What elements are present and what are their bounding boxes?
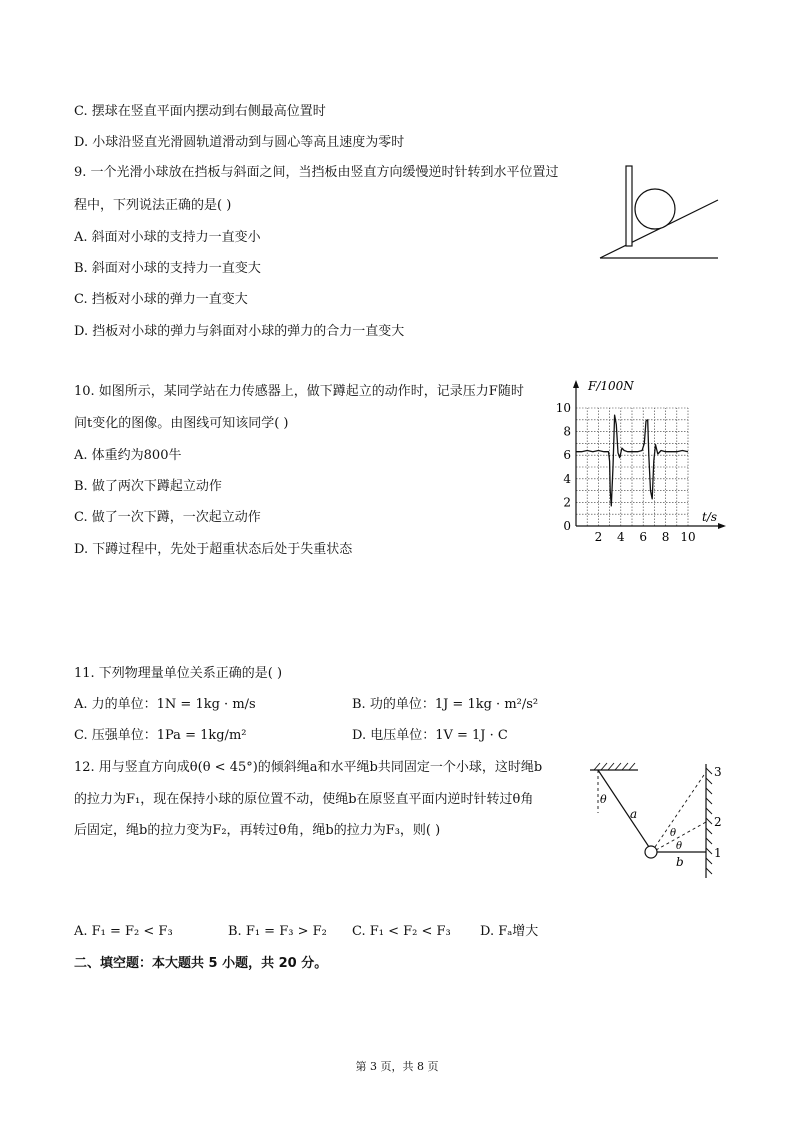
q12-option-d: D. Fₐ增大 xyxy=(480,924,539,939)
x-axis-arrow xyxy=(718,523,726,529)
y-tick-label: 10 xyxy=(555,401,571,415)
theta-label-top: θ xyxy=(600,793,607,806)
q12-stem-line2: 的拉力为F₁，现在保持小球的原位置不动，使绳b在原竖直平面内逆时针转过θ角 xyxy=(74,792,534,807)
q11-option-c: C. 压强单位：1Pa = 1kg/m² xyxy=(74,728,247,743)
q10-option-c: C. 做了一次下蹲，一次起立动作 xyxy=(74,510,261,525)
y-tick-label: 4 xyxy=(563,471,571,486)
rope-b-label: b xyxy=(676,855,684,869)
ball xyxy=(645,846,657,858)
q12-figure xyxy=(586,758,736,883)
position-3-label: 3 xyxy=(714,765,722,779)
q12-option-c: C. F₁ < F₂ < F₃ xyxy=(352,924,451,939)
chart-ylabel: F/100N xyxy=(588,379,634,393)
q10-option-b: B. 做了两次下蹲起立动作 xyxy=(74,479,222,494)
q8-option-d: D. 小球沿竖直光滑圆轨道滑动到与圆心等高且速度为零时 xyxy=(74,135,405,150)
chart-xlabel: t/s xyxy=(702,510,718,524)
q11-option-a: A. 力的单位：1N = 1kg · m/s xyxy=(74,697,256,712)
q10-stem-line1: 10. 如图所示，某同学站在力传感器上，做下蹲起立的动作时，记录压力F随时 xyxy=(74,384,524,399)
position-2-label: 2 xyxy=(714,815,722,829)
q11-option-b: B. 功的单位：1J = 1kg · m²/s² xyxy=(352,697,539,712)
q9-stem-line2: 程中，下列说法正确的是( ) xyxy=(74,198,232,213)
x-tick-label: 2 xyxy=(594,530,603,544)
q10-stem-line2: 间t变化的图像。由图线可知该同学( ) xyxy=(74,416,289,431)
x-tick-label: 10 xyxy=(680,530,696,544)
x-tick-label: 4 xyxy=(616,530,625,544)
rope-b-position-3 xyxy=(655,772,706,847)
q10-force-time-chart xyxy=(552,376,732,551)
y-tick-label: 6 xyxy=(563,448,571,463)
chart-axes xyxy=(573,380,726,529)
chart-ticks xyxy=(556,401,696,544)
ceiling-hatch xyxy=(594,763,635,770)
y-tick-label: 8 xyxy=(563,424,571,439)
y-tick-label: 0 xyxy=(563,519,571,533)
q9-option-d: D. 挡板对小球的弹力与斜面对小球的弹力的合力一直变大 xyxy=(74,324,405,339)
x-tick-label: 6 xyxy=(639,530,648,544)
baffle-board xyxy=(626,166,632,246)
q9-option-b: B. 斜面对小球的支持力一直变大 xyxy=(74,261,261,276)
rope-a xyxy=(598,770,651,850)
page-footer: 第 3 页，共 8 页 xyxy=(355,1060,439,1073)
q9-option-c: C. 挡板对小球的弹力一直变大 xyxy=(74,292,248,307)
y-tick-label: 2 xyxy=(563,495,571,510)
y-axis-arrow xyxy=(573,380,579,388)
smooth-ball xyxy=(635,189,675,229)
q9-stem-line1: 9. 一个光滑小球放在挡板与斜面之间，当挡板由竖直方向缓慢逆时针转到水平位置过 xyxy=(74,165,559,180)
wall-hatch xyxy=(706,768,712,874)
chart-grid xyxy=(576,408,688,526)
q10-option-a: A. 体重约为800牛 xyxy=(74,448,182,463)
q12-option-b: B. F₁ = F₃ > F₂ xyxy=(228,924,327,939)
section-2-heading: 二、填空题：本大题共 5 小题，共 20 分。 xyxy=(74,956,328,971)
q10-option-d: D. 下蹲过程中，先处于超重状态后处于失重状态 xyxy=(74,542,353,557)
q9-option-a: A. 斜面对小球的支持力一直变小 xyxy=(74,230,261,245)
q8-option-c: C. 摆球在竖直平面内摆动到右侧最高位置时 xyxy=(74,104,326,119)
q12-stem-line3: 后固定，绳b的拉力变为F₂，再转过θ角，绳b的拉力为F₃，则( ) xyxy=(74,823,441,838)
theta-label-lower: θ xyxy=(676,841,683,852)
x-tick-label: 8 xyxy=(661,530,670,544)
rope-a-label: a xyxy=(630,807,638,821)
q11-option-d: D. 电压单位：1V = 1J · C xyxy=(352,728,508,743)
theta-label-upper: θ xyxy=(670,828,677,839)
q9-figure xyxy=(596,162,726,267)
q11-stem: 11. 下列物理量单位关系正确的是( ) xyxy=(74,666,283,681)
position-1-label: 1 xyxy=(714,846,722,860)
q12-option-a: A. F₁ = F₂ < F₃ xyxy=(74,924,173,939)
q12-stem-line1: 12. 用与竖直方向成θ(θ < 45°)的倾斜绳a和水平绳b共同固定一个小球，这时绳b xyxy=(74,760,543,775)
